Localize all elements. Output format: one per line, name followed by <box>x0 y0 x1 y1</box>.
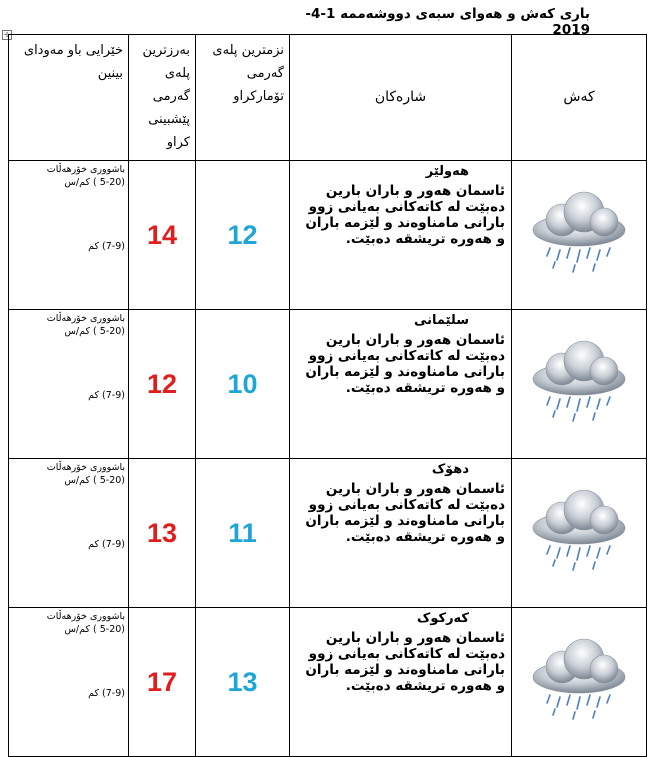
wind-cell <box>9 459 129 608</box>
city-name: کەرکوک <box>417 611 469 626</box>
rain-cloud-icon <box>524 188 634 278</box>
header-max: بەرزترین پلەی گەرمی پێشبینی کراو <box>129 35 196 161</box>
visibility: (7-9) کم <box>88 390 125 401</box>
max-temperature: 14 <box>129 161 196 310</box>
visibility: (7-9) کم <box>88 241 125 252</box>
city-name: سلێمانی <box>413 313 469 328</box>
weather-icon-cell <box>512 310 647 459</box>
header-cities: شارەکان <box>290 35 512 161</box>
wind-speed: (5-20 ) کم/س <box>64 326 125 337</box>
weather-description: ئاسمان هەور و باران بارین دەبێت لە کاتەکانی بەیانی زوو بارانی مامناوەند و لێزمە باران و هەورە تریشقە دەبێت. <box>305 630 505 694</box>
wind-direction: باشووری خۆرهەڵات <box>46 164 125 175</box>
rain-cloud-icon <box>524 486 634 576</box>
city-cell <box>290 161 512 310</box>
weather-description: ئاسمان هەور و باران بارین دەبێت لە کاتەکانی بەیانی زوو بارانی مامناوەند و لێزمە باران و هەورە تریشقە دەبێت. <box>305 183 505 247</box>
max-temperature: 17 <box>129 608 196 757</box>
city-name: هەولێر <box>425 164 469 179</box>
table-row <box>9 161 647 310</box>
wind-cell <box>9 608 129 757</box>
weather-description: ئاسمان هەور و باران بارین دەبێت لە کاتەکانی بەیانی زوو بارانی مامناوەند و لێزمە باران و هەورە تریشقە دەبێت. <box>305 481 505 545</box>
city-name: دهۆک <box>431 462 469 477</box>
min-temperature: 13 <box>196 608 290 757</box>
weather-icon-cell <box>512 161 647 310</box>
rain-cloud-icon <box>524 337 634 427</box>
wind-cell <box>9 161 129 310</box>
document-title: باری کەش و هەوای سبەی دووشەممە 1-4-2019 <box>305 6 590 38</box>
wind-direction: باشووری خۆرهەڵات <box>46 611 125 622</box>
max-temperature: 13 <box>129 459 196 608</box>
table-row <box>9 310 647 459</box>
min-temperature: 11 <box>196 459 290 608</box>
wind-direction: باشووری خۆرهەڵات <box>46 313 125 324</box>
max-temperature: 12 <box>129 310 196 459</box>
weather-table <box>8 34 647 757</box>
weather-icon-cell <box>512 459 647 608</box>
table-move-handle-icon[interactable]: ✢ <box>2 30 12 40</box>
city-cell <box>290 608 512 757</box>
wind-speed: (5-20 ) کم/س <box>64 177 125 188</box>
min-temperature: 12 <box>196 161 290 310</box>
city-cell <box>290 459 512 608</box>
rain-cloud-icon <box>524 635 634 725</box>
weather-description: ئاسمان هەور و باران بارین دەبێت لە کاتەکانی بەیانی زوو بارانی مامناوەند و لێزمە باران و هەورە تریشقە دەبێت. <box>305 332 505 396</box>
weather-icon-cell <box>512 608 647 757</box>
header-weather: کەش <box>512 35 647 161</box>
header-row <box>9 35 647 161</box>
wind-cell <box>9 310 129 459</box>
table-row <box>9 608 647 757</box>
visibility: (7-9) کم <box>88 539 125 550</box>
wind-speed: (5-20 ) کم/س <box>64 624 125 635</box>
table-row <box>9 459 647 608</box>
wind-direction: باشووری خۆرهەڵات <box>46 462 125 473</box>
city-cell <box>290 310 512 459</box>
min-temperature: 10 <box>196 310 290 459</box>
header-wind: خێرایی باو مەودای بینین <box>9 35 129 161</box>
wind-speed: (5-20 ) کم/س <box>64 475 125 486</box>
visibility: (7-9) کم <box>88 688 125 699</box>
header-min: نزمترین پلەی گەرمی تۆمارکراو <box>196 35 290 161</box>
